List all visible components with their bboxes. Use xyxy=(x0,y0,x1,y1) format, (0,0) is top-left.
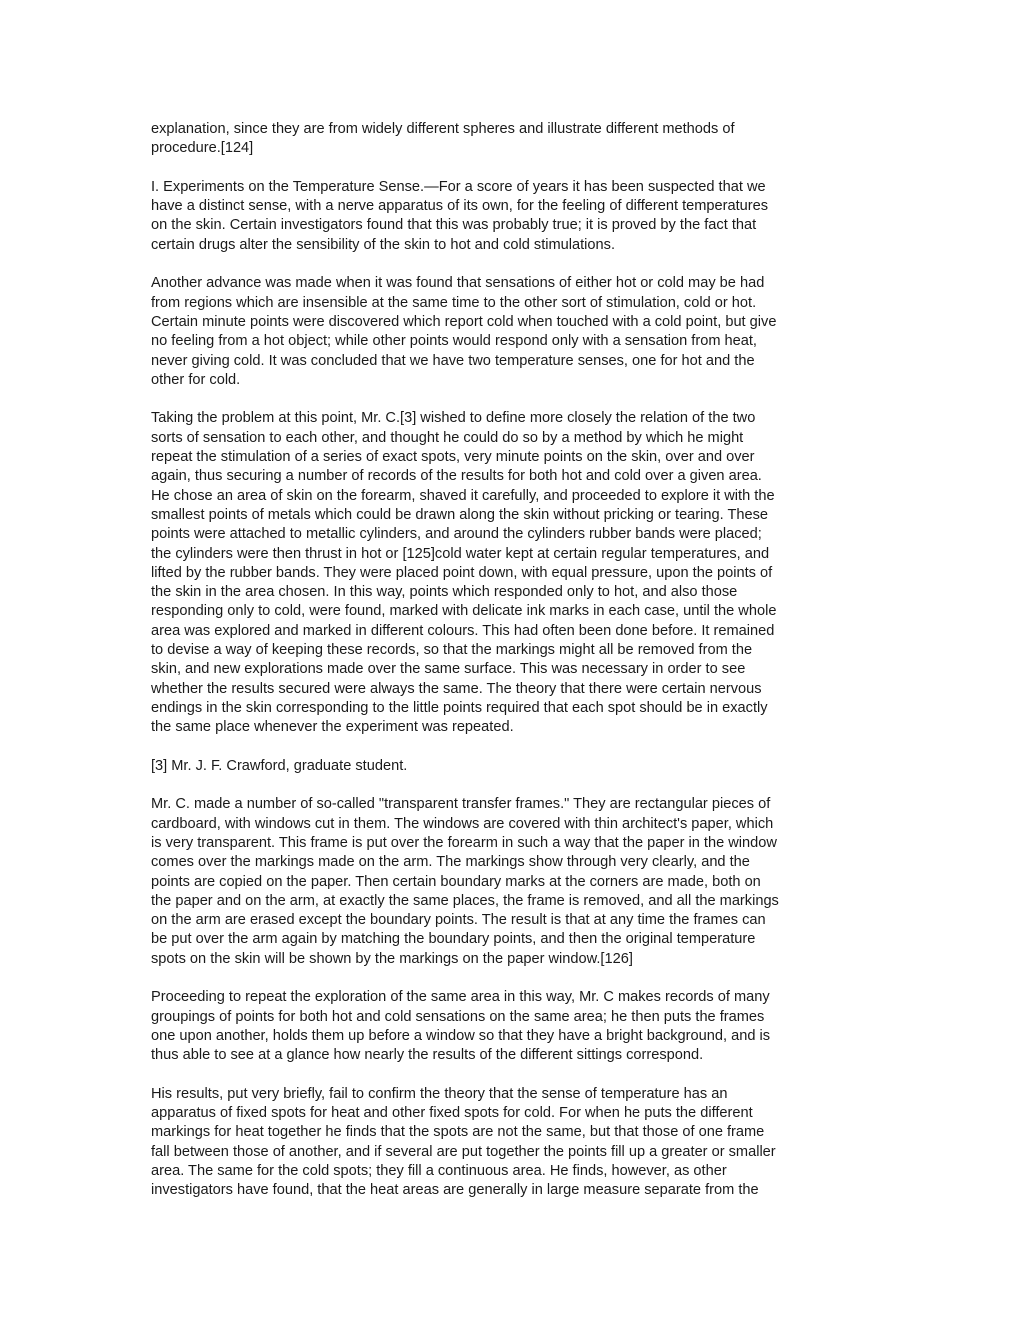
text-line: points were attached to metallic cylinders, and around the cylinders rubber bands were placed; xyxy=(151,526,762,543)
text-line: be put over the arm again by matching the boundary points, and then the original temperature xyxy=(151,931,756,948)
paragraph-transfer-frames xyxy=(151,795,873,969)
text-line: thus able to see at a glance how nearly the results of the different sittings correspond. xyxy=(151,1047,704,1064)
text-line: sorts of sensation to each other, and thought he could do so by a method by which he might xyxy=(151,429,744,446)
footnote xyxy=(151,757,873,776)
text-line: lifted by the rubber bands. They were placed point down, with equal pressure, upon the points of xyxy=(151,564,773,581)
text-line: the paper and on the arm, at exactly the same places, the frame is removed, and all the markings xyxy=(151,892,779,909)
text-line: certain drugs alter the sensibility of the skin to hot and cold stimulations. xyxy=(151,236,615,253)
text-line: procedure.[124] xyxy=(151,140,254,157)
text-line: skin, and new explorations made over the same surface. This was necessary in order to see xyxy=(151,661,746,678)
text-line: no feeling from a hot object; while other points would respond only with a sensation from heat, xyxy=(151,333,757,350)
text-line: He chose an area of skin on the forearm, shaved it carefully, and proceeded to explore it with the xyxy=(151,487,775,504)
text-line: area. The same for the cold spots; they fill a continuous area. He finds, however, as other xyxy=(151,1163,727,1180)
text-line: from regions which are insensible at the same time to the other sort of stimulation, cold or hot. xyxy=(151,294,757,311)
paragraph-results xyxy=(151,1085,873,1201)
text-line: never giving cold. It was concluded that we have two temperature senses, one for hot and the xyxy=(151,352,755,369)
text-line: His results, put very briefly, fail to confirm the theory that the sense of temperature has an xyxy=(151,1085,728,1102)
text-line: groupings of points for both hot and cold sensations on the same area; he then puts the frames xyxy=(151,1008,765,1025)
paragraph-temperature-sense xyxy=(151,178,873,255)
text-line: endings in the skin corresponding to the little points required that each spot should be in exactly xyxy=(151,699,768,716)
text-line: one upon another, holds them up before a window so that they have a bright background, and is xyxy=(151,1027,771,1044)
text-line: Taking the problem at this point, Mr. C.[3] wished to define more closely the relation of the two xyxy=(151,410,756,427)
text-line: apparatus of fixed spots for heat and other fixed spots for cold. For when he puts the different xyxy=(151,1105,753,1122)
text-line: other for cold. xyxy=(151,371,241,388)
paragraph-proceeding xyxy=(151,988,873,1065)
text-line: have a distinct sense, with a nerve apparatus of its own, for the feeling of different temperatures xyxy=(151,198,769,215)
text-line: investigators have found, that the heat areas are generally in large measure separate from the xyxy=(151,1182,759,1199)
text-line: fall between those of another, and if several are put together the points fill up a greater or smaller xyxy=(151,1143,776,1160)
text-line: points are copied on the paper. Then certain boundary marks at the corners are made, both on xyxy=(151,873,761,890)
document-page xyxy=(151,120,873,1220)
text-line: Another advance was made when it was found that sensations of either hot or cold may be had xyxy=(151,275,765,292)
paragraph-taking-the-problem xyxy=(151,409,873,737)
text-line: on the arm are erased except the boundary points. The result is that at any time the frames can xyxy=(151,912,766,929)
text-line: I. Experiments on the Temperature Sense.—For a score of years it has been suspected that we xyxy=(151,178,766,195)
text-line: the same place whenever the experiment was repeated. xyxy=(151,719,514,736)
text-line: explanation, since they are from widely different spheres and illustrate different methods of xyxy=(151,121,735,137)
text-line: Mr. C. made a number of so-called "transparent transfer frames." They are rectangular pieces of xyxy=(151,796,771,813)
text-line: again, thus securing a number of records of the results for both hot and cold over a given area. xyxy=(151,468,762,485)
text-line: cardboard, with windows cut in them. The windows are covered with thin architect's paper, which xyxy=(151,815,774,832)
text-line: repeat the stimulation of a series of exact spots, very minute points on the skin, over and over xyxy=(151,449,755,466)
text-line: markings for heat together he finds that the spots are not the same, but that those of one frame xyxy=(151,1124,765,1141)
text-line: responding only to cold, were found, marked with delicate ink marks in each case, until the whole xyxy=(151,603,777,620)
text-line: Proceeding to repeat the exploration of the same area in this way, Mr. C makes records of many xyxy=(151,989,770,1006)
text-line: [3] Mr. J. F. Crawford, graduate student. xyxy=(151,757,408,774)
paragraph-another-advance xyxy=(151,274,873,390)
text-line: the cylinders were then thrust in hot or [125]cold water kept at certain regular temperatures, and xyxy=(151,545,770,562)
text-line: comes over the markings made on the arm. The markings show through very clearly, and the xyxy=(151,854,750,871)
text-line: the skin in the area chosen. In this way, points which responded only to hot, and also those xyxy=(151,584,738,601)
text-line: on the skin. Certain investigators found that this was probably true; it is proved by the fact that xyxy=(151,217,757,234)
text-line: Certain minute points were discovered which report cold when touched with a cold point, but give xyxy=(151,313,777,330)
text-line: spots on the skin will be shown by the markings on the paper window.[126] xyxy=(151,950,633,967)
text-line: to devise a way of keeping these records, so that the markings might all be removed from the xyxy=(151,642,753,659)
paragraph-intro-continuation xyxy=(151,120,873,159)
text-line: smallest points of metals which could be drawn along the skin without pricking or tearing. These xyxy=(151,506,769,523)
text-line: is very transparent. This frame is put over the forearm in such a way that the paper in the window xyxy=(151,834,777,851)
text-line: area was explored and marked in different colours. This had often been done before. It remained xyxy=(151,622,775,639)
text-line: whether the results secured were always the same. The theory that there were certain nervous xyxy=(151,680,762,697)
